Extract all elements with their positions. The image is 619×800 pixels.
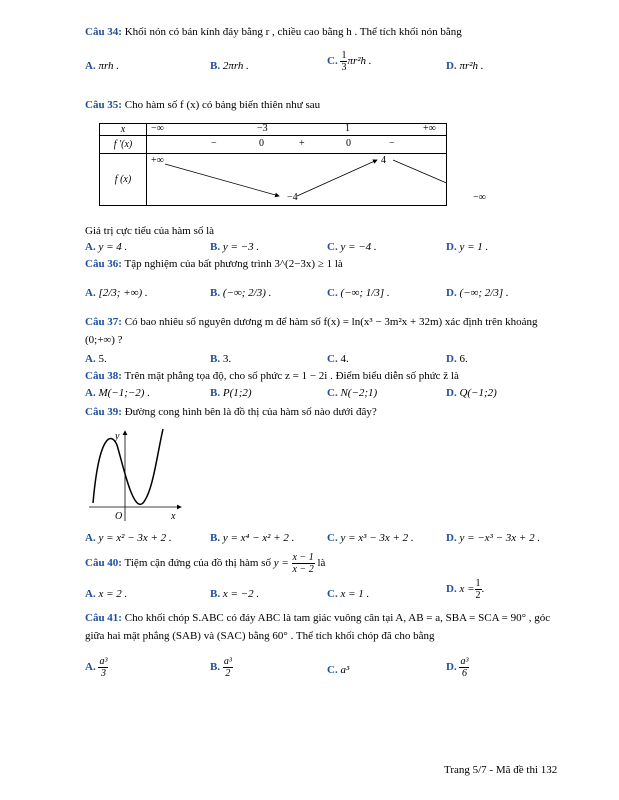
question-label: Câu 34: — [85, 26, 122, 38]
option-b: B. 2πrh . — [210, 60, 249, 72]
option-a: A. y = x² − 3x + 2 . — [85, 532, 172, 544]
option-d: D. (−∞; 2/3] . — [446, 287, 509, 299]
option-c: C. y = x³ − 3x + 2 . — [327, 532, 414, 544]
derivative-row: − 0 + 0 − — [147, 136, 447, 154]
option-a: A. $\frac{\text{a³}}{3}$ — [85, 656, 108, 679]
option-d: D. x = $\frac{1}{2}$ . — [446, 578, 485, 601]
option-a: A. [2/3; +∞) . — [85, 287, 148, 299]
option-b: B. y = x⁴ − x² + 2 . — [210, 532, 295, 544]
question-39: Câu 39: Đường cong hình bên là đồ thị của hàm số nào dưới đây? — [85, 406, 377, 418]
x-axis-label: x — [171, 511, 176, 522]
y-axis-label: y — [115, 431, 120, 442]
option-c: C. (−∞; 1/3] . — [327, 287, 390, 299]
question-37-cont: (0;+∞) ? — [85, 334, 123, 346]
option-d: D. πr²h . — [446, 60, 484, 72]
question-35-ask: Giá trị cực tiểu của hàm số là — [85, 225, 215, 237]
function-row: +∞ −4 4 −∞ — [147, 154, 447, 206]
question-38: Câu 38: Trên mặt phẳng tọa độ, cho số phức z = 1 − 2i . Điểm biểu diễn số phức z̄ là — [85, 370, 459, 382]
option-a: A. x = 2 . — [85, 588, 128, 600]
x-header: x — [100, 124, 147, 136]
option-a: A. M(−1;−2) . — [85, 387, 150, 399]
option-b: B. 3. — [210, 353, 232, 365]
variation-table — [99, 123, 486, 206]
function-label: f (x) — [100, 154, 147, 206]
option-d: D. Q(−1;2) — [446, 387, 497, 399]
option-c: C. N(−2;1) — [327, 387, 378, 399]
fraction: $\frac{x - 1}{x - 2}$ — [292, 552, 314, 575]
question-37: Câu 37: Có bao nhiêu số nguyên dương m để hàm số f(x) = ln(x³ − 3m²x + 32m) xác định trên khoảng — [85, 316, 538, 328]
option-c: C. $\frac{1}{3}$ πr²h . — [327, 50, 372, 73]
question-35: Câu 35: Cho hàm số f (x) có bảng biến thiên như sau — [85, 99, 321, 111]
option-b: B. x = −2 . — [210, 588, 260, 600]
fraction: $\frac{1}{3}$ — [341, 50, 347, 73]
option-d: D. 6. — [446, 353, 468, 365]
fraction: $\frac{\text{a³}}{3}$ — [99, 656, 108, 679]
origin-label: O — [115, 511, 123, 522]
option-b: B. P(1;2) — [210, 387, 252, 399]
option-c: C. x = 1 . — [327, 588, 370, 600]
option-b: B. y = −3 . — [210, 241, 260, 253]
option-d: D. $\frac{\text{a³}}{6}$ — [446, 656, 469, 679]
option-b: B. (−∞; 2/3) . — [210, 287, 272, 299]
question-36: Câu 36: Tập nghiệm của bất phương trình 3^(2−3x) ≥ 1 là — [85, 258, 343, 270]
fraction: $\frac{\text{a³}}{2}$ — [223, 656, 232, 679]
question-41: Câu 41: Cho khối chóp S.ABC có đáy ABC là tam giác vuông cân tại A, AB = a, SBA = SCA = 90° , góc — [85, 612, 551, 624]
option-c: C. 4. — [327, 353, 349, 365]
fraction: $\frac{1}{2}$ — [475, 578, 481, 601]
question-41-cont: giữa hai mặt phẳng (SAB) và (SAC) bằng 60° . Thể tích khối chóp đã cho bằng — [85, 630, 435, 642]
option-c: C. y = −4 . — [327, 241, 377, 253]
page-footer: Trang 5/7 - Mã đề thi 132 — [444, 764, 558, 776]
option-a: A. πrh . — [85, 60, 120, 72]
option-d: D. y = 1 . — [446, 241, 489, 253]
question-40: Câu 40: Tiệm cận đứng của đồ thị hàm số y = $\frac{x - 1}{x - 2}$ là — [85, 552, 326, 575]
x-values-row: −∞ −3 1 +∞ — [147, 124, 447, 136]
fraction: $\frac{\text{a³}}{6}$ — [460, 656, 469, 679]
option-b: B. $\frac{\text{a³}}{2}$ — [210, 656, 232, 679]
question-34 — [85, 26, 462, 38]
option-c: C. a³ — [327, 664, 350, 676]
option-d: D. y = −x³ − 3x + 2 . — [446, 532, 541, 544]
option-a: A. 5. — [85, 353, 107, 365]
option-a: A. y = 4 . — [85, 241, 128, 253]
question-text: Khối nón có bán kính đáy bằng r , chiều cao bằng h . Thể tích khối nón bằng — [124, 26, 462, 38]
derivative-label: f '(x) — [100, 136, 147, 154]
function-graph — [85, 425, 185, 525]
cubic-curve — [93, 429, 163, 504]
